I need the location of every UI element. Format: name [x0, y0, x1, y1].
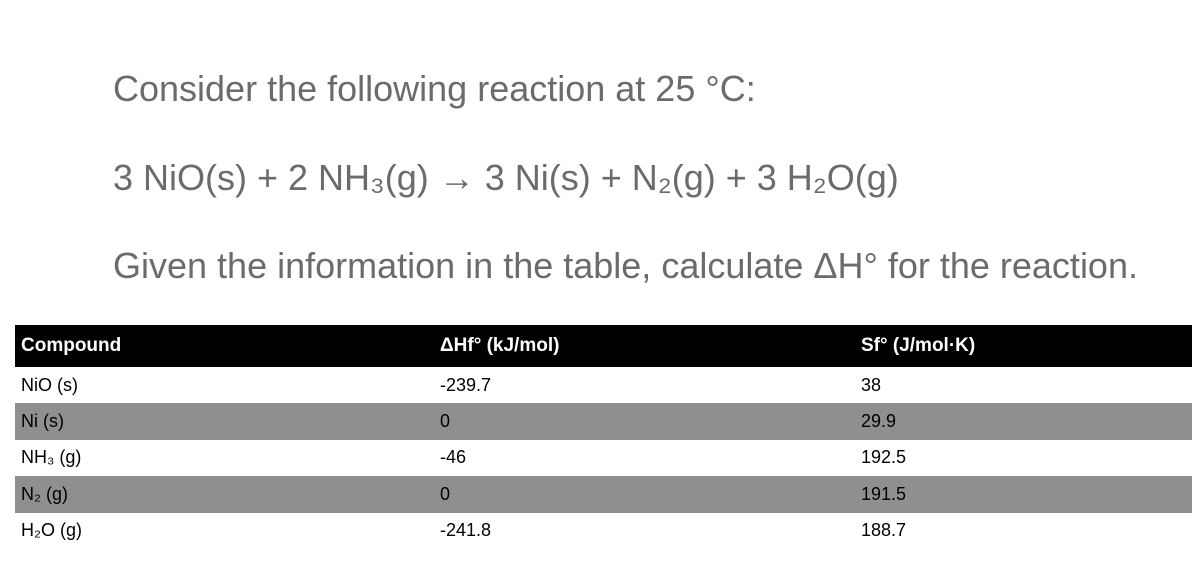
compound-cell: H₂O (g): [21, 520, 82, 541]
table-row: [15, 513, 1192, 549]
enthalpy-cell: -239.7: [440, 374, 492, 395]
entropy-cell: 188.7: [861, 520, 907, 541]
enthalpy-cell: 0: [440, 411, 451, 432]
entropy-cell: 38: [861, 374, 882, 395]
enthalpy-cell: 0: [440, 483, 451, 504]
compound-cell: N₂ (g): [21, 483, 68, 504]
table-row: [15, 476, 1192, 512]
compound-cell: NH₃ (g): [21, 447, 82, 468]
table-row: [15, 440, 1192, 476]
entropy-cell: 192.5: [861, 447, 907, 468]
reaction-intro-text: Consider the following reaction at 25 °C:: [113, 68, 756, 109]
question-instruction-text: Given the information in the table, calculate ΔH° for the reaction.: [113, 245, 1138, 286]
enthalpy-cell: -241.8: [440, 520, 492, 541]
reaction-equation: 3 NiO(s) + 2 NH₃(g) → 3 Ni(s) + N₂(g) + 3 H₂O(g): [113, 157, 899, 198]
column-header-compound: Compound: [21, 335, 122, 356]
table-row: [15, 403, 1192, 439]
compound-cell: NiO (s): [21, 374, 78, 395]
table-row: [15, 367, 1192, 403]
entropy-cell: 29.9: [861, 411, 897, 432]
column-header-entropy: Sf° (J/mol·K): [861, 335, 976, 356]
thermodynamic-data-table: [15, 325, 1192, 549]
table-header-row: [15, 325, 1192, 367]
compound-cell: Ni (s): [21, 411, 64, 432]
entropy-cell: 191.5: [861, 483, 907, 504]
column-header-enthalpy: ΔHf° (kJ/mol): [440, 335, 560, 356]
enthalpy-cell: -46: [440, 447, 467, 468]
